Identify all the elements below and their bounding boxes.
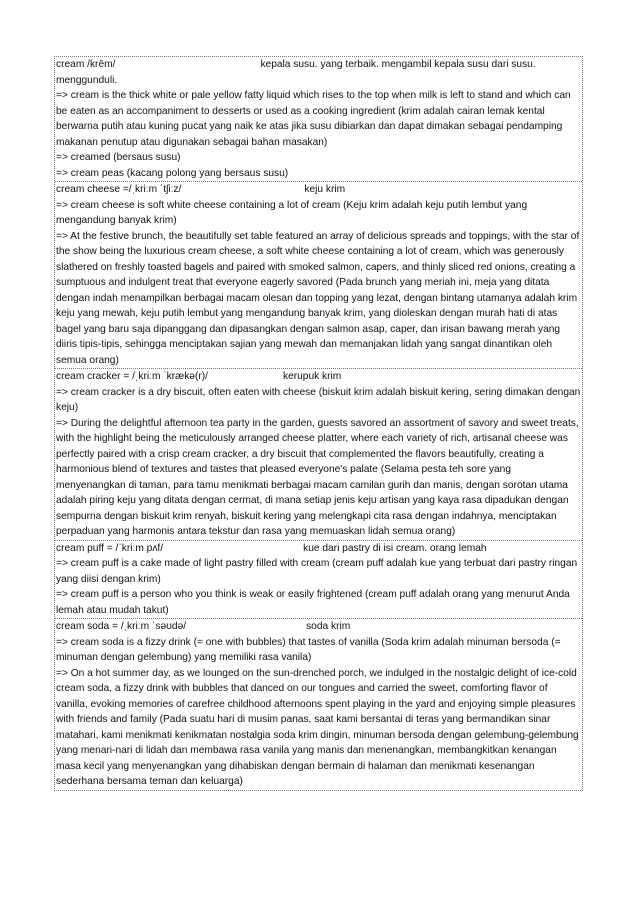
entry-headword: cream soda = /ˌkriːm ˈsəʊdə/ (56, 621, 187, 632)
entry-line: => At the festive brunch, the beautifully set table featured an array of delicious spreads and toppings, with the star of the show being the luxurious cream cheese, a soft white cheese containing a lot of cream, which was generously slathered on freshly toasted bagels and paired with smoked salmon, capers, and thinly sliced red onions, creating a sumptuous and indulgent treat that everyone eagerly savored (Pada brunch yang meriah ini, meja yang ditata dengan indah menampilkan berbagai macam olesan dan topping yang lezat, dengan bintang utamanya adalah krim keju yang mewah, keju putih lembut yang mengandung banyak krim, yang dioleskan dengan murah hati di atas bagel yang baru saja dipanggang dan dipasangkan dengan salmon asap, caper, dan irisan bawang merah yang diiris tipis-tipis, sehingga menciptakan sajian yang mewah dan memanjakan lidah yang sangat dinantikan oleh semua orang) (56, 230, 580, 366)
dictionary-entry-cream-puff (55, 541, 582, 620)
entry-translation: kue dari pastry di isi cream. orang lemah (303, 542, 487, 554)
entry-line: => cream puff is a person who you think is weak or easily frightened (cream puff adalah orang yang menurut Anda lemah atau mudah takut) (56, 589, 570, 616)
entry-head (56, 57, 581, 88)
entry-headword: cream puff = /ˈkriːm pʌf/ (56, 542, 164, 554)
dictionary-table (54, 56, 583, 791)
entry-line: => creamed (bersaus susu) (56, 152, 181, 163)
entry-headword: cream cracker = /ˌkriːm ˈkrækə(r)/ (56, 371, 208, 382)
entry-line: => cream soda is a fizzy drink (= one with bubbles) that tastes of vanilla (Soda krim adalah minuman bersoda (= minuman dengan gelembung) yang memiliki rasa vanila) (56, 636, 561, 663)
entry-line: => cream cracker is a dry biscuit, often eaten with cheese (biskuit krim adalah biskuit kering, sering dimakan dengan keju) (56, 386, 581, 413)
entry-line: => cream is the thick white or pale yellow fatty liquid which rises to the top when milk is left to stand and which can be eaten as an accompaniment to desserts or used as a cooking ingredient (krim adalah cairan lemak kental berwarna putih atau kuning pucat yang naik ke atas jika susu dibiarkan dan dapat dimakan sebagai pendamping makanan penutup atau digunakan sebagai bahan masakan) (56, 90, 571, 148)
entry-line: => cream cheese is soft white cheese containing a lot of cream (Keju krim adalah keju putih lembut yang mengandung banyak krim) (56, 199, 528, 226)
entry-translation: soda krim (306, 621, 351, 632)
entry-head (56, 541, 581, 557)
entry-head (56, 369, 581, 385)
entry-head (56, 182, 581, 198)
dictionary-entry-cream-soda (55, 619, 582, 790)
entry-translation: kerupuk krim (282, 371, 342, 382)
entry-head (56, 619, 581, 635)
dictionary-entry-cream-cracker (55, 369, 582, 541)
entry-headword: cream cheese =/ˌkriːm ˈtʃiːz/ (56, 184, 182, 195)
entry-headword: cream /krēm/ (56, 59, 116, 70)
entry-line: => cream puff is a cake made of light pastry filled with cream (cream puff adalah kue yang terbuat dari pastry ringan yang diisi dengan krim) (56, 558, 578, 585)
entry-translation: kepala susu. yang terbaik. mengambil kepala susu dari susu. menggunduli. (56, 59, 536, 86)
dictionary-entry-cream (55, 57, 582, 182)
entry-translation: keju krim (304, 184, 346, 195)
dictionary-entry-cream-cheese (55, 182, 582, 369)
entry-line: => On a hot summer day, as we lounged on the sun-drenched porch, we indulged in the nostalgic delight of ice-cold cream soda, a fizzy drink with bubbles that danced on our tongues and carried the sweet, comforting flavor of vanilla, evoking memories of carefree childhood afternoons spent playing in the yard and enjoying simple pleasures with friends and family (Pada suatu hari di musim panas, saat kami bersantai di teras yang bermandikan sinar matahari, kami menikmati kenikmatan nostalgia soda krim dingin, minuman bersoda dengan gelembung-gelembung yang menari-nari di lidah dan membawa rasa vanila yang manis dan menenangkan, membangkitkan kenangan masa kecil yang menyenangkan yang dihabiskan dengan bermain di halaman dan menikmati kesenangan sederhana bersama teman dan keluarga) (56, 667, 579, 787)
entry-line: => During the delightful afternoon tea party in the garden, guests savored an assortment of savory and sweet treats, with the highlight being the meticulously arranged cheese platter, where each variety of rich, artisanal cheese was perfectly paired with a crisp cream cracker, a dry biscuit that complemented the flavors beautifully, creating a harmonious blend of textures and tastes that pleased everyone's palate (Selama pesta teh sore yang menyenangkan di taman, para tamu menikmati berbagai macam camilan gurih dan manis, dengan sorotan utama adalah piring keju yang ditata dengan cermat, di mana setiap jenis keju artisan yang kaya rasa dipadukan dengan sempurna dengan biskuit krim renyah, biskuit kering yang melengkapi cita rasa dengan indahnya, menciptakan perpaduan yang harmonis antara tekstur dan rasa yang memuaskan lidah semua orang) (56, 417, 579, 537)
entry-line: => cream peas (kacang polong yang bersaus susu) (56, 167, 289, 179)
